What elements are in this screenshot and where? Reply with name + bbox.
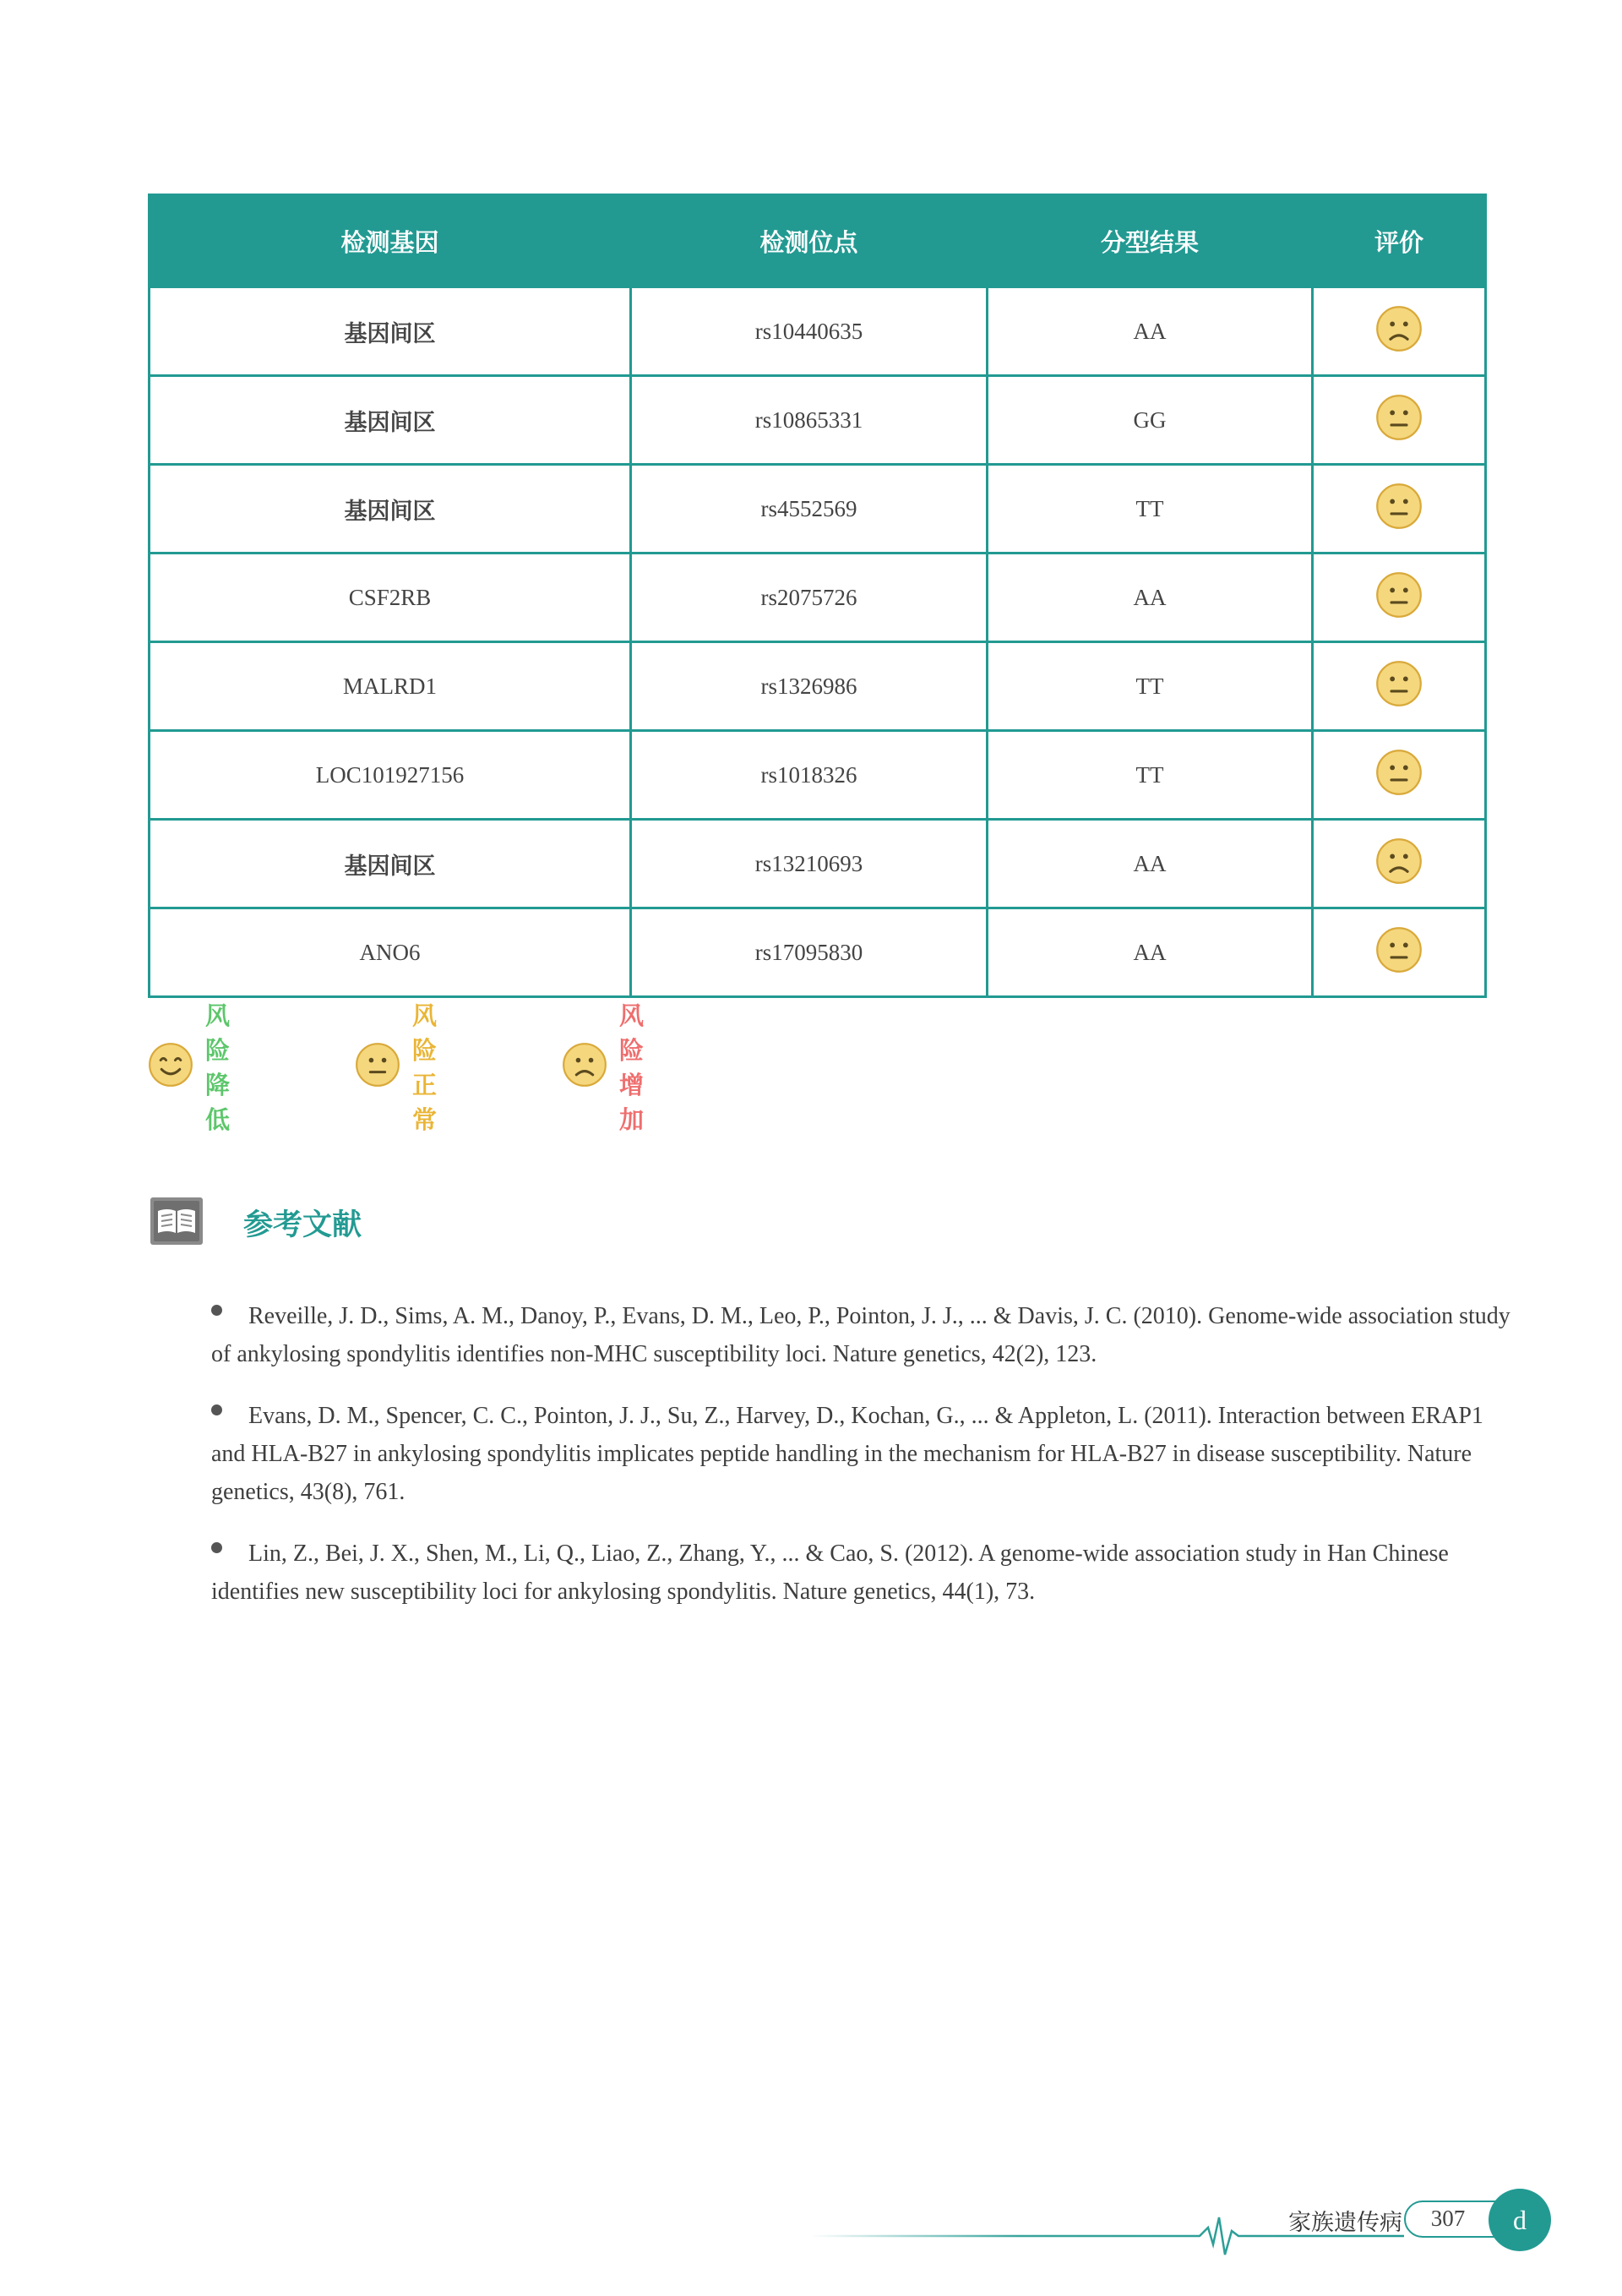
table-row	[150, 642, 1486, 731]
gene-cell: LOC101927156	[150, 731, 631, 820]
genotype-cell: AA	[988, 287, 1313, 376]
gene-cell: 基因间区	[150, 465, 631, 554]
table-row	[150, 287, 1486, 376]
sad-face-icon	[562, 1042, 607, 1091]
gene-cell: 基因间区	[150, 287, 631, 376]
rating-cell	[1313, 465, 1486, 554]
neutral-face-icon	[1375, 926, 1423, 979]
reference-text: Reveille, J. D., Sims, A. M., Danoy, P., Evans, D. M., Leo, P., Pointon, J. J., ... & Davis, J. C. (2010). Genome-wide association study of ankylosing spondylitis identifies non-MHC susceptibility loci. Nature genetics, 42(2), 123.	[211, 1303, 1510, 1367]
site-cell: rs1326986	[631, 642, 988, 731]
legend-reduced	[148, 1001, 231, 1134]
site-cell: rs2075726	[631, 554, 988, 642]
reference-text: Lin, Z., Bei, J. X., Shen, M., Li, Q., Liao, Z., Zhang, Y., ... & Cao, S. (2012). A genome-wide association study in Han Chinese identifies new susceptibility loci for ankylosing spondylitis. Nature genetics, 44(1), 73.	[211, 1541, 1449, 1605]
bullet-icon	[211, 1404, 222, 1415]
section-letter-badge: d	[1489, 2189, 1551, 2251]
site-cell: rs13210693	[631, 820, 988, 908]
rating-cell	[1313, 908, 1486, 997]
reference-item	[211, 1397, 1512, 1511]
table-header-row	[150, 195, 1486, 287]
legend-normal-label: 风险正常	[412, 1001, 438, 1134]
legend-increased-label: 风险增加	[619, 1001, 645, 1134]
legend-reduced-label: 风险降低	[205, 1001, 231, 1134]
references-title: 参考文献	[243, 1208, 362, 1242]
header-site: 检测位点	[631, 195, 988, 287]
neutral-face-icon	[1375, 394, 1423, 447]
page-number: 307	[1430, 2206, 1466, 2231]
gene-cell: CSF2RB	[150, 554, 631, 642]
table-row	[150, 554, 1486, 642]
reference-item	[211, 1535, 1512, 1611]
rating-cell	[1313, 642, 1486, 731]
reference-text: Evans, D. M., Spencer, C. C., Pointon, J. J., Su, Z., Harvey, D., Kochan, G., ... & Appleton, L. (2011). Interaction between ERAP1 and HLA-B27 in ankylosing spondylitis implicates peptide handling in the mechanism for HLA-B27 in disease susceptibility. Nature genetics, 43(8), 761.	[211, 1403, 1483, 1505]
book-icon	[150, 1197, 203, 1248]
rating-cell	[1313, 287, 1486, 376]
genotype-cell: TT	[988, 731, 1313, 820]
neutral-face-icon	[1375, 749, 1423, 802]
smile-face-icon	[148, 1042, 193, 1091]
bullet-icon	[211, 1305, 222, 1316]
header-gene: 检测基因	[150, 195, 631, 287]
site-cell: rs10440635	[631, 287, 988, 376]
gene-cell: ANO6	[150, 908, 631, 997]
genotype-cell: AA	[988, 820, 1313, 908]
bullet-icon	[211, 1542, 222, 1553]
neutral-face-icon	[1375, 483, 1423, 536]
table-row	[150, 908, 1486, 997]
legend-normal	[355, 1001, 438, 1134]
sad-face-icon	[1375, 305, 1423, 358]
header-rating: 评价	[1313, 195, 1486, 287]
rating-cell	[1313, 820, 1486, 908]
footer-title: 家族遗传病	[1288, 2210, 1402, 2236]
gene-cell: 基因间区	[150, 376, 631, 465]
genotype-cell: TT	[988, 642, 1313, 731]
reference-item	[211, 1297, 1512, 1373]
gene-cell: 基因间区	[150, 820, 631, 908]
gene-cell: MALRD1	[150, 642, 631, 731]
genotype-cell: TT	[988, 465, 1313, 554]
genotype-cell: AA	[988, 554, 1313, 642]
reference-list	[211, 1297, 1512, 1634]
table-row	[150, 376, 1486, 465]
rating-cell	[1313, 731, 1486, 820]
site-cell: rs17095830	[631, 908, 988, 997]
rating-cell	[1313, 376, 1486, 465]
neutral-face-icon	[1375, 571, 1423, 624]
table-row	[150, 731, 1486, 820]
table-row	[150, 820, 1486, 908]
site-cell: rs10865331	[631, 376, 988, 465]
header-genotype: 分型结果	[988, 195, 1313, 287]
table-body	[150, 287, 1486, 997]
neutral-face-icon	[355, 1042, 400, 1091]
references-header	[150, 1196, 362, 1250]
genotype-result-table	[148, 194, 1487, 998]
site-cell: rs4552569	[631, 465, 988, 554]
table-row	[150, 465, 1486, 554]
neutral-face-icon	[1375, 660, 1423, 713]
rating-cell	[1313, 554, 1486, 642]
genotype-cell: AA	[988, 908, 1313, 997]
site-cell: rs1018326	[631, 731, 988, 820]
genotype-cell: GG	[988, 376, 1313, 465]
sad-face-icon	[1375, 837, 1423, 891]
legend-increased	[562, 1001, 645, 1134]
